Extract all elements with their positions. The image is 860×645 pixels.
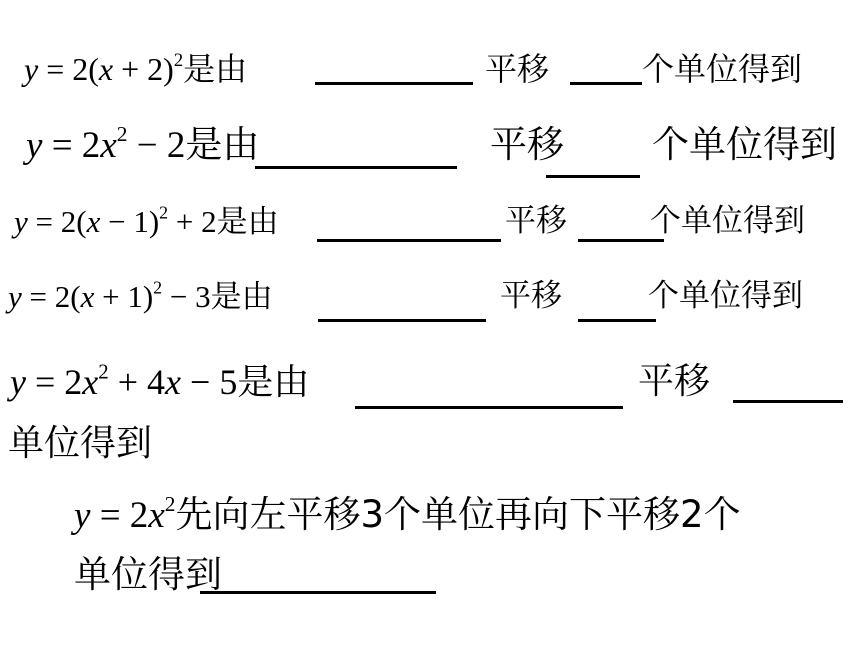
suffix-text-4: 个单位得到 [648, 278, 803, 314]
row-2 [26, 121, 260, 166]
blank-source-1[interactable] [315, 82, 473, 85]
formula-1: $y = 2(x + 2)^2$ [24, 50, 184, 87]
is-from-text-4: 是由 [210, 279, 273, 315]
formula-6: $y = 2x^2$ [74, 491, 176, 536]
is-from-text-1: 是由 [183, 50, 248, 88]
result-text: 单位得到 [74, 553, 222, 596]
instruction-text: 先向左平移3个单位再向下平移2个 [175, 493, 741, 536]
translate-text-4: 平移 [500, 278, 562, 314]
formula-4: $y = 2(x + 1)^2 - 3$ [8, 277, 211, 314]
blank-source-5[interactable] [355, 406, 623, 409]
translate-text-2: 平移 [490, 123, 564, 166]
blank-answer-6[interactable] [200, 591, 436, 594]
row-1 [24, 50, 248, 88]
row-5 [10, 359, 310, 403]
blank-units-1[interactable] [570, 82, 642, 85]
row-4 [8, 277, 273, 315]
translate-text-5: 平移 [638, 361, 711, 402]
suffix-text-1: 个单位得到 [642, 50, 803, 88]
row-3 [14, 202, 279, 240]
blank-source-2[interactable] [255, 166, 457, 169]
translate-text-3: 平移 [505, 203, 567, 239]
blank-units-5[interactable] [733, 400, 843, 403]
translate-text-1: 平移 [485, 50, 550, 88]
row-6 [74, 491, 741, 536]
is-from-text-5: 是由 [237, 362, 310, 403]
formula-5: $y = 2x^2 + 4x - 5$ [10, 359, 238, 402]
blank-source-4[interactable] [318, 319, 486, 322]
formula-3: $y = 2(x - 1)^2 + 2$ [14, 202, 217, 239]
suffix-text-3: 个单位得到 [650, 203, 805, 239]
blank-source-3[interactable] [317, 239, 501, 242]
is-from-text-3: 是由 [216, 204, 279, 240]
formula-2: $y = 2x^2 - 2$ [26, 121, 186, 166]
blank-units-4[interactable] [578, 319, 656, 322]
blank-units-3[interactable] [578, 239, 664, 242]
suffix-text-5: 单位得到 [8, 423, 153, 464]
blank-units-2[interactable] [546, 175, 640, 178]
is-from-text-2: 是由 [185, 123, 260, 166]
suffix-text-2: 个单位得到 [652, 123, 837, 166]
